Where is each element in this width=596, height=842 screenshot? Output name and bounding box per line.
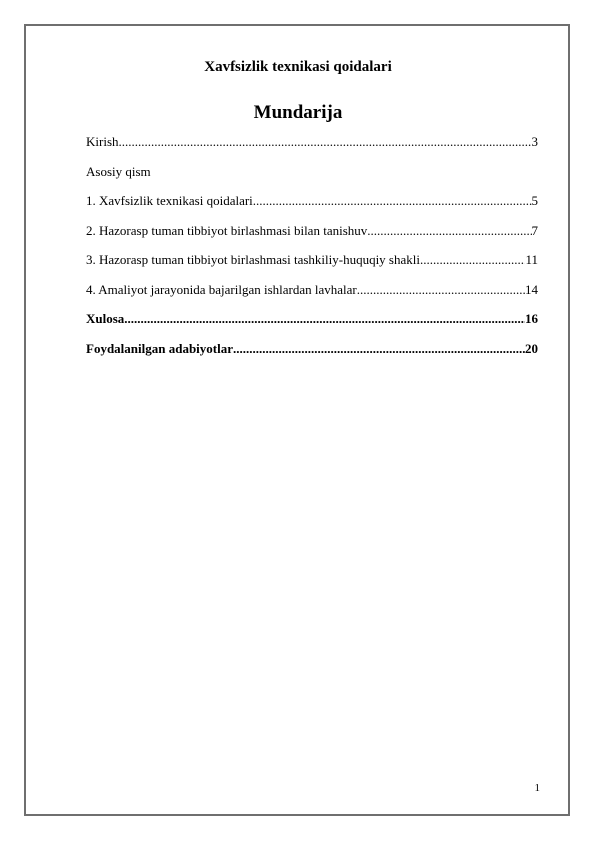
toc-entry-page: 16	[525, 311, 538, 326]
toc-entry-label: Foydalanilgan adabiyotlar	[86, 340, 233, 356]
toc-entry-1[interactable]	[86, 192, 538, 222]
toc-entry-xulosa[interactable]	[86, 310, 538, 340]
toc-dot-leader	[420, 251, 525, 268]
table-of-contents	[86, 133, 538, 369]
toc-dot-leader	[233, 340, 525, 357]
toc-entry-label: 4. Amaliyot jarayonida bajarilgan ishlardan lavhalar	[86, 281, 357, 297]
toc-entry-page: 3	[531, 134, 538, 149]
toc-entry-label: Kirish	[86, 134, 119, 149]
toc-entry-label: Asosiy qism	[86, 163, 151, 179]
toc-dot-leader	[357, 281, 525, 298]
toc-dot-leader	[367, 222, 531, 239]
toc-entry-label: 1. Xavfsizlik texnikasi qoidalari	[86, 193, 253, 208]
toc-entry-asosiy-qism	[86, 163, 538, 193]
toc-entry-page: 14	[525, 281, 538, 297]
page-number: 1	[534, 782, 540, 794]
toc-entry-label: Xulosa	[86, 311, 125, 326]
toc-dot-leader	[119, 133, 532, 150]
toc-entry-kirish[interactable]	[86, 133, 538, 163]
toc-dot-leader	[253, 192, 532, 209]
toc-entry-foydalanilgan-adabiyotlar[interactable]	[86, 340, 538, 370]
toc-entry-4[interactable]	[86, 281, 538, 311]
toc-entry-page: 7	[531, 222, 538, 238]
toc-entry-label: 3. Hazorasp tuman tibbiyot birlashmasi tashkiliy-huquqiy shakli	[86, 252, 420, 267]
toc-entry-label: 2. Hazorasp tuman tibbiyot birlashmasi bilan tanishuv	[86, 222, 368, 238]
toc-entry-page: 5	[531, 193, 538, 208]
toc-entry-3[interactable]	[86, 251, 538, 281]
toc-entry-2[interactable]	[86, 222, 538, 252]
document-title: Xavfsizlik texnikasi qoidalari	[204, 59, 392, 75]
toc-entry-page: 11	[525, 252, 538, 267]
toc-heading: Mundarija	[253, 102, 343, 123]
toc-entry-page: 20	[525, 340, 538, 356]
toc-dot-leader	[124, 310, 525, 327]
